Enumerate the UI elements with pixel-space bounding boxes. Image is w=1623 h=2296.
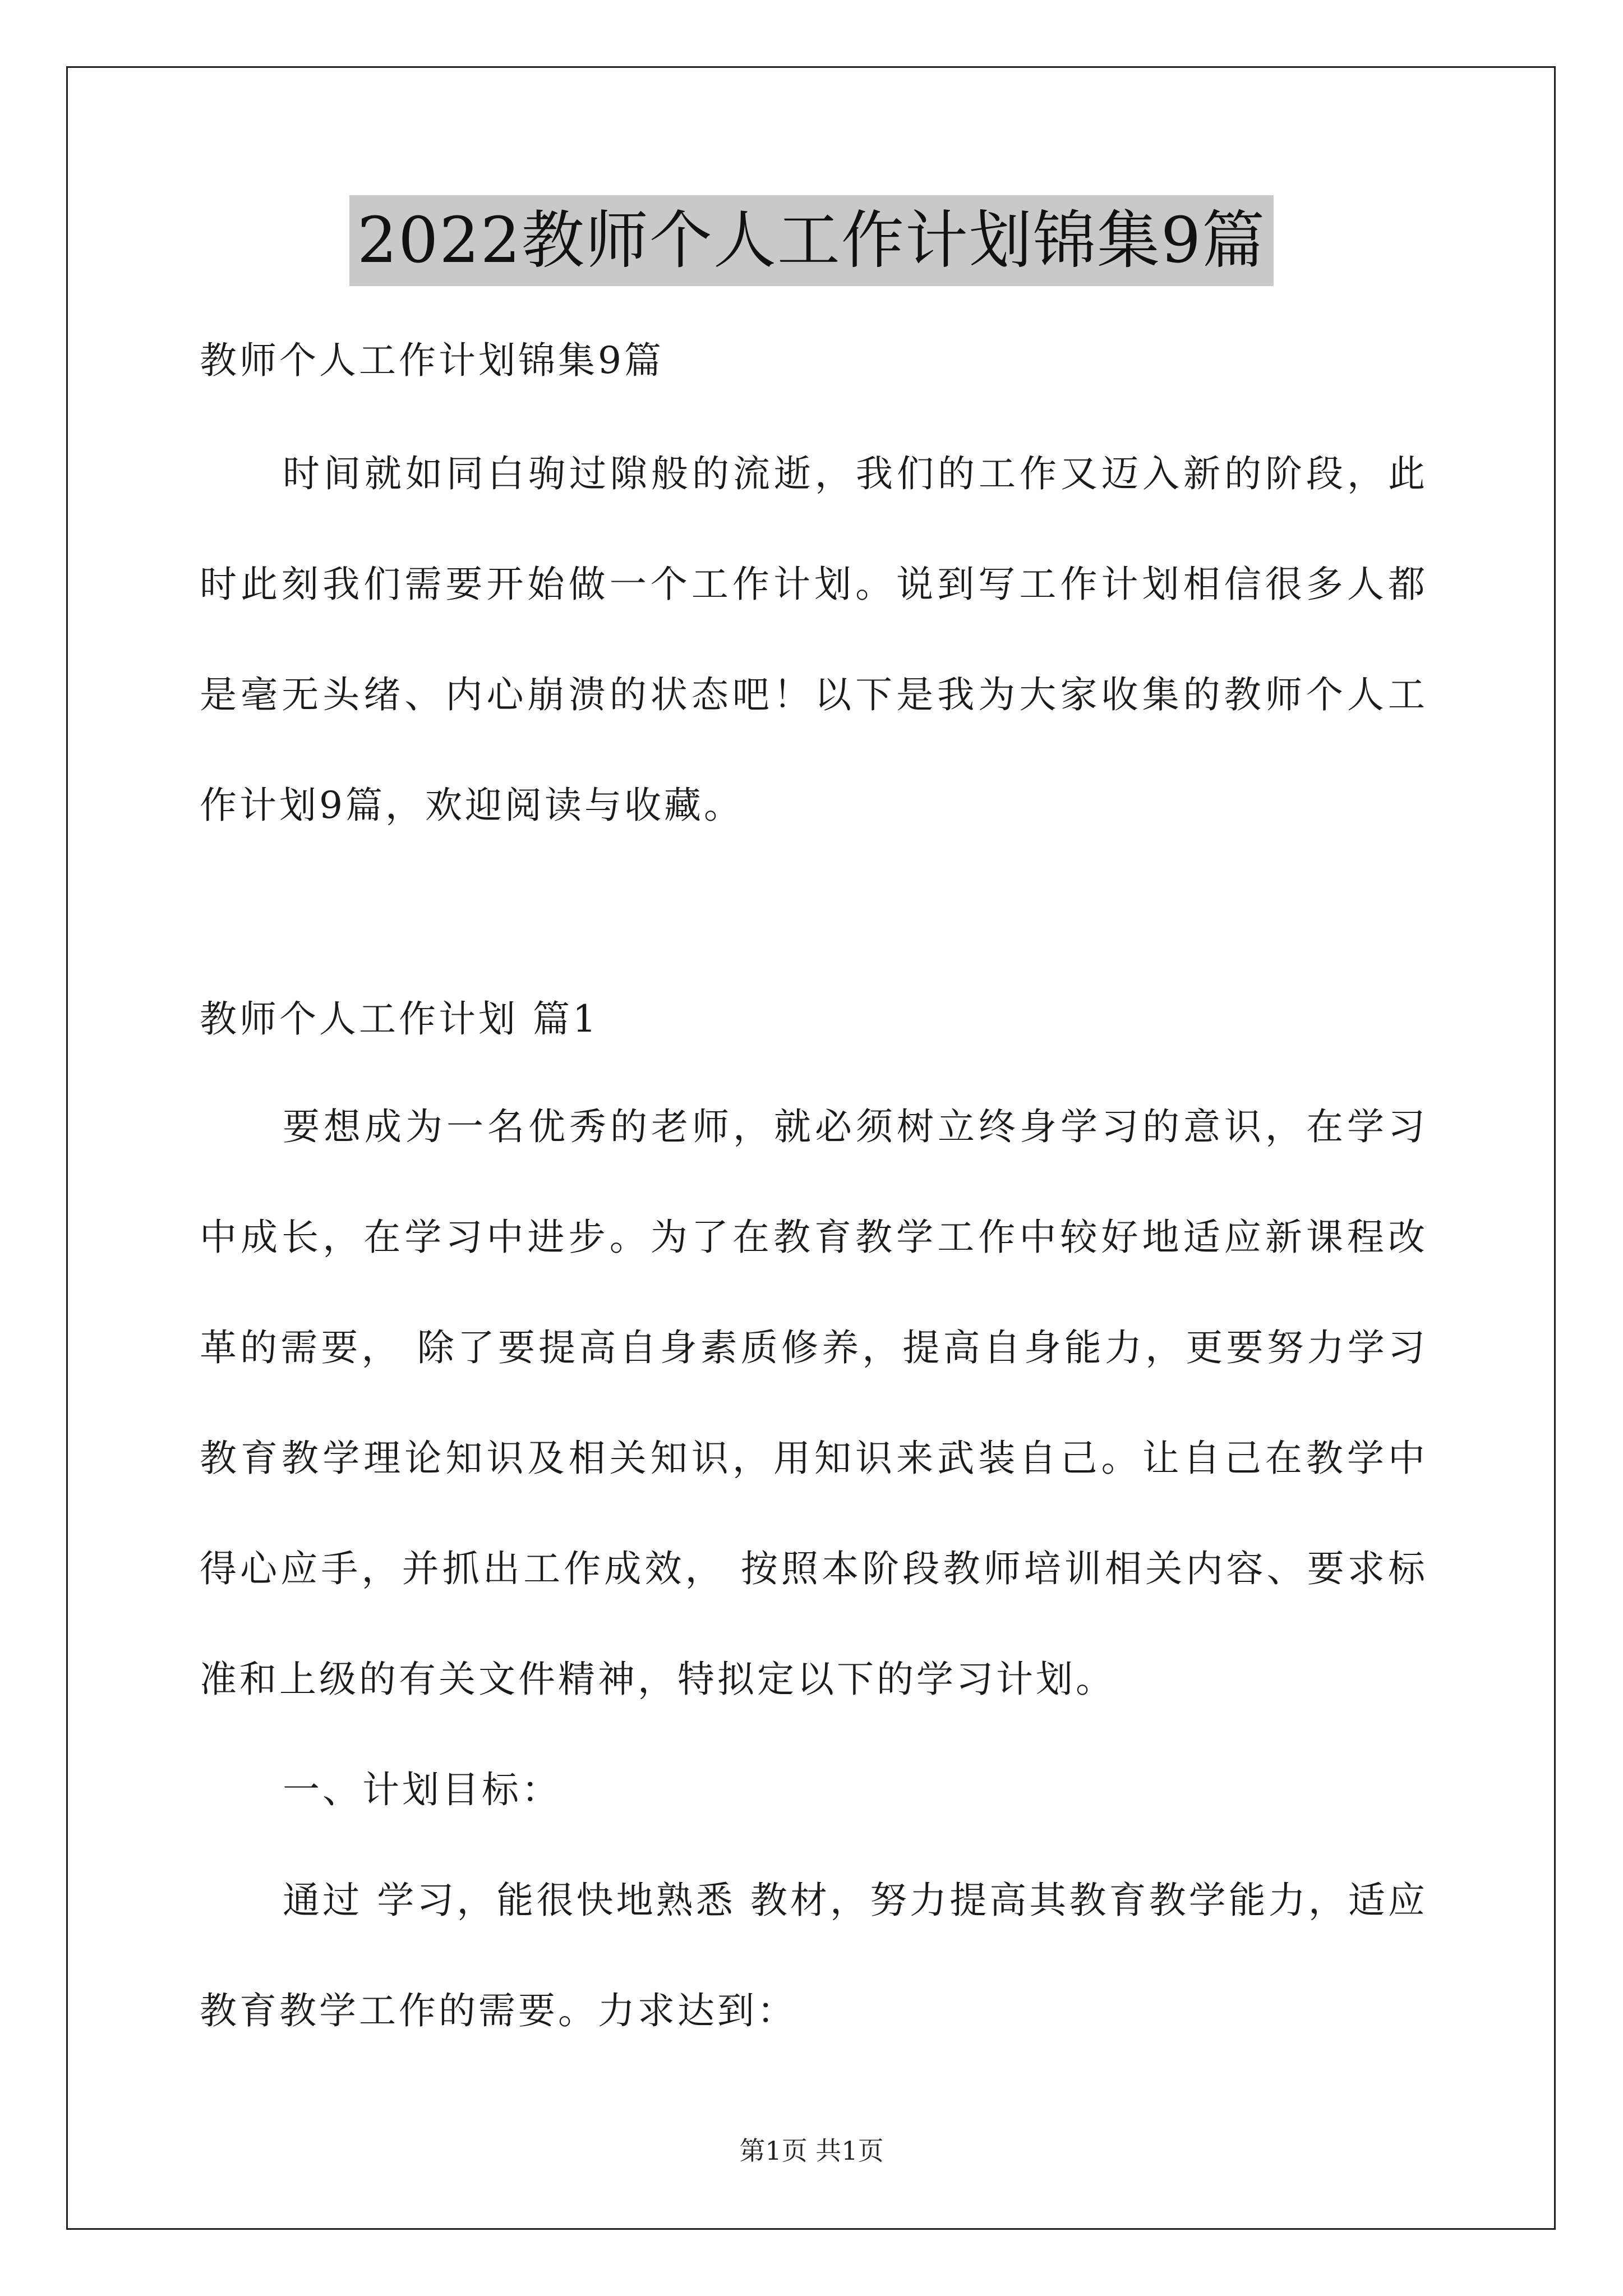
goal-paragraph: 通过 学习，能很快地熟悉 教材，努力提高其教育教学能力，适应教育教学工作的需要。力求达到： xyxy=(200,1879,1428,2032)
section-heading: 教师个人工作计划 篇1 xyxy=(200,997,599,1041)
document-subtitle: 教师个人工作计划锦集9篇 xyxy=(200,339,664,382)
title-container xyxy=(0,195,1623,286)
intro-paragraph: 时间就如同白驹过隙般的流逝，我们的工作又迈入新的阶段，此时此刻我们需要开始做一个工作计划。说到写工作计划相信很多人都是毫无头绪、内心崩溃的状态吧！以下是我为大家收集的教师个人工作计划9篇，欢迎阅读与收藏。 xyxy=(200,452,1428,827)
document-body xyxy=(200,339,1428,2066)
section-paragraph: 要想成为一名优秀的老师，就必须树立终身学习的意识，在学习中成长，在学习中进步。为了在教育教学工作中较好地适应新课程改革的需要， 除了要提高自身素质修养，提高自身能力，更要努力学习教育教学理论知识及相关知识，用知识来武装自己。让自己在教学中得心应手，并抓出工作成效， 按照本阶段教师培训相关内容、要求标准和上级的有关文件精神，特拟定以下的学习计划。 xyxy=(200,1105,1428,1701)
page-footer: 第1页 共1页 xyxy=(739,2136,884,2166)
document-title: 2022教师个人工作计划锦集9篇 xyxy=(349,195,1274,286)
goal-heading: 一、计划目标： xyxy=(283,1768,561,1811)
